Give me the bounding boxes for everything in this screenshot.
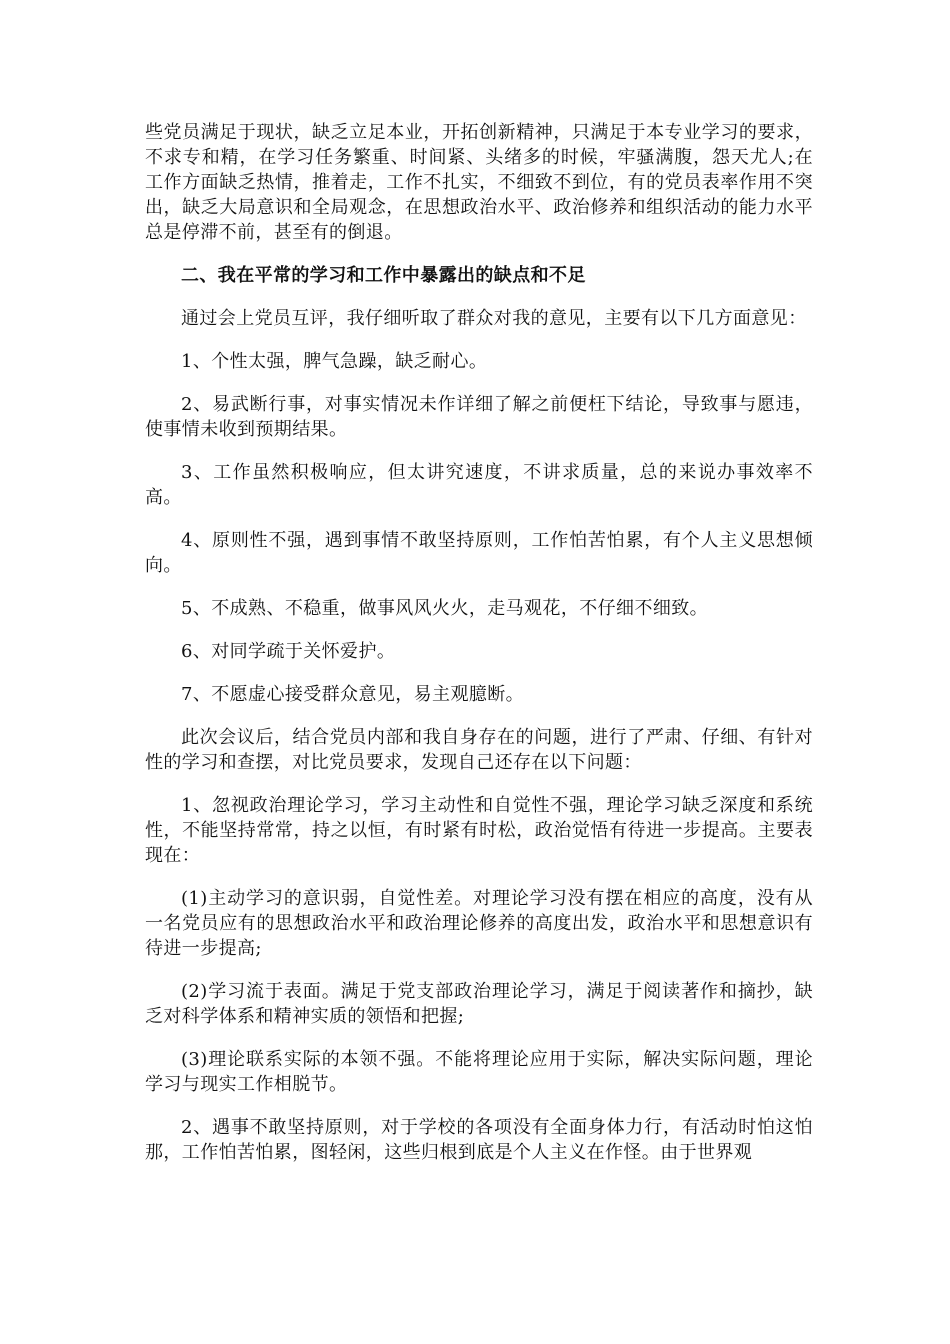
paragraph: 此次会议后，结合党员内部和我自身存在的问题，进行了严肃、仔细、有针对性的学习和查摆，对比党员要求，发现自己还存在以下问题： (145, 727, 813, 773)
sub-list-item: (1)主动学习的意识弱，自觉性差。对理论学习没有摆在相应的高度，没有从一名党员应有的思想政治水平和政治理论修养的高度出发，政治水平和思想意识有待进一步提高; (145, 888, 813, 959)
section-heading: 二、我在平常的学习和工作中暴露出的缺点和不足 (181, 265, 586, 286)
list-item: 2、遇事不敢坚持原则，对于学校的各项没有全面身体力行，有活动时怕这怕那，工作怕苦怕累，图轻闲，这些归根到底是个人主义在作怪。由于世界观 (145, 1117, 813, 1163)
list-item: 2、易武断行事，对事实情况未作详细了解之前便枉下结论，导致事与愿违，使事情未收到预期结果。 (145, 394, 813, 440)
paragraph: 通过会上党员互评，我仔细听取了群众对我的意见，主要有以下几方面意见： (181, 308, 807, 329)
list-item: 7、不愿虚心接受群众意见，易主观臆断。 (181, 684, 525, 705)
sub-list-item: (3)理论联系实际的本领不强。不能将理论应用于实际，解决实际问题，理论学习与现实工作相脱节。 (145, 1049, 813, 1095)
list-item: 6、对同学疏于关怀爱护。 (181, 641, 396, 662)
sub-list-item: (2)学习流于表面。满足于党支部政治理论学习，满足于阅读著作和摘抄，缺乏对科学体系和精神实质的领悟和把握; (145, 981, 813, 1027)
list-item: 5、不成熟、不稳重，做事风风火火，走马观花，不仔细不细致。 (181, 598, 709, 619)
list-item: 1、个性太强，脾气急躁，缺乏耐心。 (181, 351, 488, 372)
list-item: 3、工作虽然积极响应，但太讲究速度，不讲求质量，总的来说办事效率不高。 (145, 462, 813, 508)
list-item: 1、忽视政治理论学习，学习主动性和自觉性不强，理论学习缺乏深度和系统性，不能坚持常常，持之以恒，有时紧有时松，政治觉悟有待进一步提高。主要表现在： (145, 795, 813, 866)
document-page (145, 120, 813, 1183)
list-item: 4、原则性不强，遇到事情不敢坚持原则，工作怕苦怕累，有个人主义思想倾向。 (145, 530, 813, 576)
paragraph-continuation: 些党员满足于现状，缺乏立足本业，开拓创新精神，只满足于本专业学习的要求，不求专和精，在学习任务繁重、时间紧、头绪多的时候，牢骚满腹，怨天尤人;在工作方面缺乏热情，推着走，工作不扎实，不细致不到位，有的党员表率作用不突出，缺乏大局意识和全局观念，在思想政治水平、政治修养和组织活动的能力水平总是停滞不前，甚至有的倒退。 (145, 122, 813, 243)
